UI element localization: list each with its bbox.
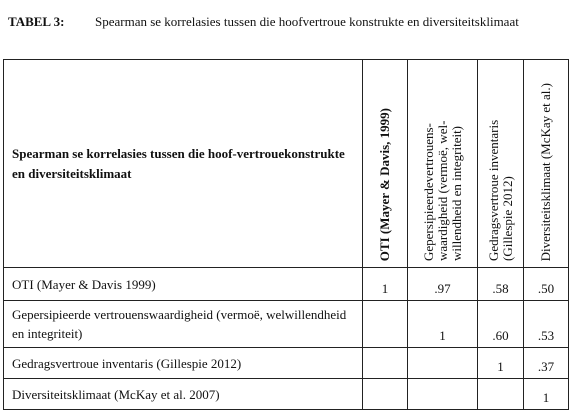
table-row [4,268,569,301]
column-header-label: OTI (Mayer & Davis, 1999) [377,107,392,261]
column-header [408,60,478,268]
table-cell: 1 [524,379,569,410]
column-header-label: Gedragsvertroue inventaris (Gillespie 2012) [485,119,515,261]
table-row [4,348,569,379]
table-cell: 1 [363,268,408,301]
correlation-table [3,59,569,410]
caption-title: Spearman se korrelasies tussen die hoofvertroue konstrukte en diversiteitsklimaat [95,14,519,29]
column-header [363,60,408,268]
row-label: Gepersipieerde vertrouenswaardigheid (vermoë, welwillendheid en integriteit) [4,301,363,348]
table-cell: .50 [524,268,569,301]
header-row [4,60,569,268]
table-cell: .60 [478,301,524,348]
corner-header: Spearman se korrelasies tussen die hoof-vertrouekonstrukte en diversiteitsklimaat [4,60,363,268]
table-row [4,301,569,348]
table-cell [363,301,408,348]
table-cell: .97 [408,268,478,301]
row-label: Diversiteitsklimaat (McKay et al. 2007) [4,379,363,410]
table-cell: .53 [524,301,569,348]
column-header [478,60,524,268]
table-cell: .58 [478,268,524,301]
caption-label: TABEL 3: [8,14,65,29]
row-label: OTI (Mayer & Davis 1999) [4,268,363,301]
column-header [524,60,569,268]
table-cell: 1 [478,348,524,379]
table-caption [8,14,568,30]
table-cell [363,379,408,410]
table-cell [363,348,408,379]
table-cell [478,379,524,410]
row-label: Gedragsvertroue inventaris (Gillespie 2012) [4,348,363,379]
column-header-label: Gepersipieerdevertrouens-waardigheid (vermoë, wel-willendheid en integriteit) [420,120,464,261]
table-cell: .37 [524,348,569,379]
table-cell [408,379,478,410]
table-cell: 1 [408,301,478,348]
table-row [4,379,569,410]
column-header-label: Diversiteitsklimaat (McKay et al.) [538,82,553,261]
table-cell [408,348,478,379]
